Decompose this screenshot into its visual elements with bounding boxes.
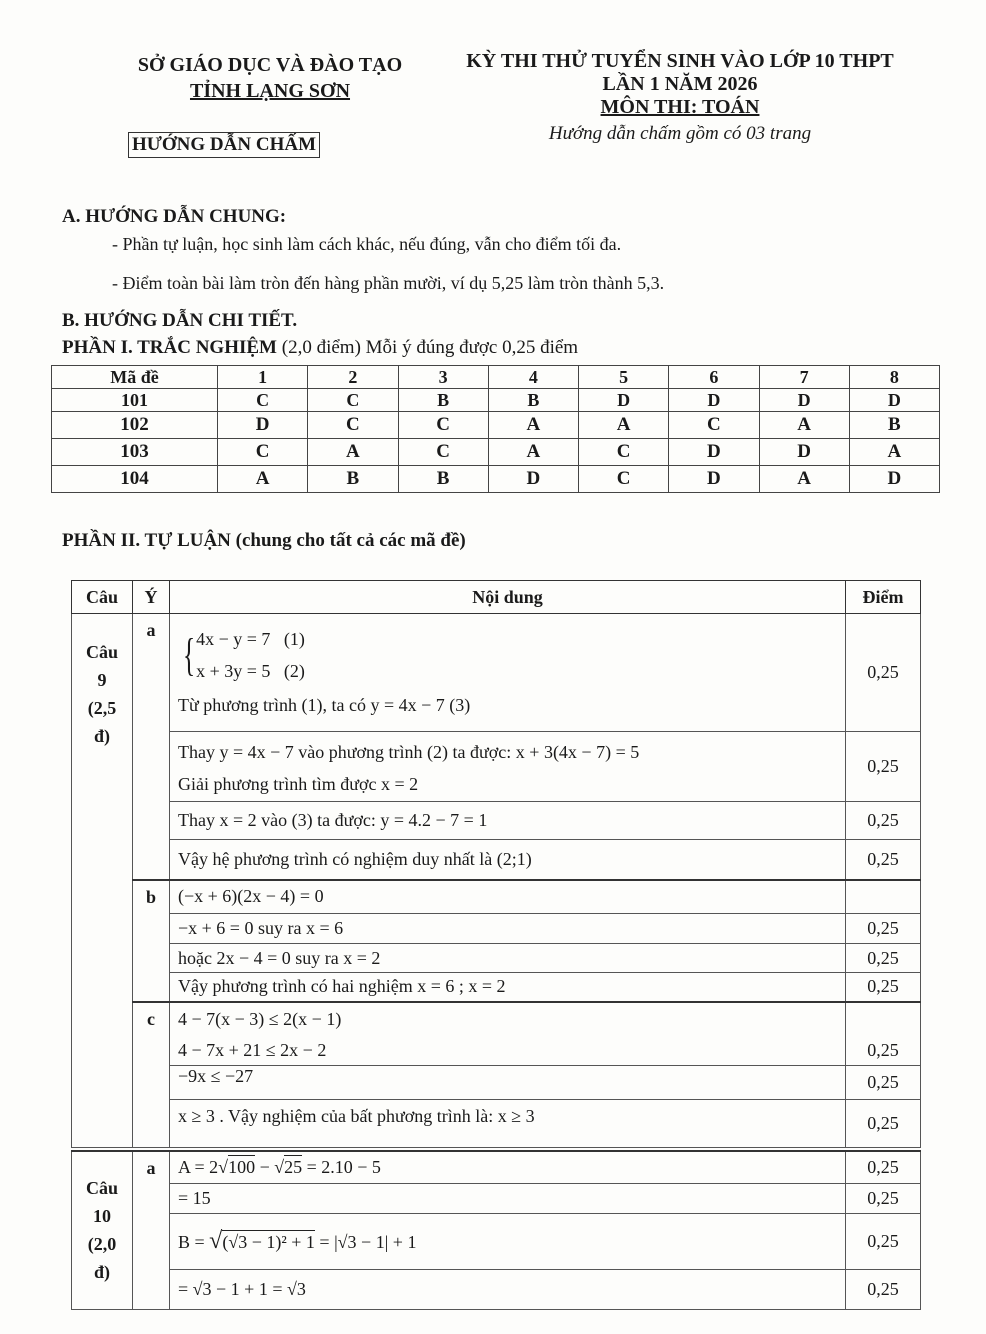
essay-row: [72, 944, 921, 973]
point-cell: 0,25: [846, 732, 921, 802]
mcq-answer-table: [51, 365, 940, 493]
point-cell: 0,25: [846, 802, 921, 840]
point-cell: 0,25: [846, 1213, 921, 1269]
content-line: = √3 − 1 + 1 = √3: [170, 1269, 846, 1309]
content-line: Giải phương trình tìm được x = 2: [178, 773, 419, 794]
section-a-item-1: - Phần tự luận, học sinh làm cách khác, nếu đúng, vẫn cho điểm tối đa.: [112, 234, 622, 254]
grading-guide-box: [128, 132, 320, 158]
subpart-c: c: [133, 1002, 170, 1148]
mcq-answer: A: [579, 412, 669, 439]
question-label-line: (2,5: [87, 698, 117, 718]
equation-tag: (1): [283, 629, 305, 649]
point-cell: 0,25: [846, 1183, 921, 1213]
question-label-line: Câu: [85, 1178, 118, 1199]
mcq-answer: D: [669, 466, 759, 493]
mcq-row: [52, 439, 940, 466]
essay-row: [72, 1151, 921, 1183]
part2-title: PHẦN II. TỰ LUẬN (chung cho tất cả các mã đề): [62, 530, 466, 551]
content-line: 4 − 7x + 21 ≤ 2x − 2: [178, 1039, 327, 1060]
content-line: 4 − 7(x − 3) ≤ 2(x − 1): [178, 1008, 342, 1029]
sqrt-icon: √: [209, 1227, 223, 1254]
content-line: −9x ≤ −27: [170, 1066, 846, 1100]
content-line: −x + 6 = 0 suy ra x = 6: [170, 914, 846, 944]
header-y: Ý: [133, 581, 170, 614]
mcq-answer: C: [398, 439, 488, 466]
point-cell: 0,25: [846, 1100, 921, 1148]
mcq-answer: B: [849, 412, 939, 439]
essay-row: [72, 840, 921, 880]
essay-row: [72, 1213, 921, 1269]
content-line: (−x + 6)(2x − 4) = 0: [170, 880, 846, 914]
point-cell: 0,25: [846, 1066, 921, 1100]
mcq-answer: D: [849, 466, 939, 493]
mcq-header-cell: 2: [308, 366, 398, 389]
point-cell: 0,25: [846, 944, 921, 973]
math-text: = 2.10 − 5: [302, 1156, 381, 1177]
department-name: SỞ GIÁO DỤC VÀ ĐÀO TẠO: [137, 54, 403, 76]
mcq-answer: A: [759, 466, 849, 493]
radicand: 100: [228, 1156, 256, 1177]
radicand: (√3 − 1)² + 1: [222, 1231, 315, 1252]
section-a-item-2: - Điểm toàn bài làm tròn đến hàng phần mười, ví dụ 5,25 làm tròn thành 5,3.: [112, 273, 665, 293]
mcq-answer: B: [308, 466, 398, 493]
mcq-header-cell: 1: [218, 366, 308, 389]
sqrt-icon: √: [274, 1156, 285, 1177]
essay-grading-table-q10: [71, 1150, 921, 1310]
point-cell-empty: [846, 880, 921, 914]
brace-icon: {: [182, 629, 196, 680]
mcq-answer: C: [669, 412, 759, 439]
point-cell: 0,25: [846, 1151, 921, 1183]
essay-grading-table: [71, 580, 921, 1148]
exam-round: LẦN 1 NĂM 2026: [602, 73, 758, 95]
content-line: Thay x = 2 vào (3) ta được: y = 4.2 − 7 = 1: [170, 802, 846, 840]
header-diem: Điểm: [846, 581, 921, 614]
exam-subject: MÔN THI: TOÁN: [600, 96, 760, 118]
question-9-label: [72, 614, 133, 1148]
mcq-answer: B: [398, 466, 488, 493]
mcq-row: [52, 466, 940, 493]
mcq-answer: C: [579, 466, 669, 493]
header-noi-dung: Nội dung: [170, 581, 846, 614]
essay-row: [72, 1183, 921, 1213]
mcq-answer: C: [398, 412, 488, 439]
mcq-answer: C: [579, 439, 669, 466]
mcq-answer: D: [669, 439, 759, 466]
math-text: = |√3 − 1| + 1: [314, 1231, 417, 1252]
mcq-header-cell: 5: [579, 366, 669, 389]
essay-row: [72, 802, 921, 840]
point-cell: 0,25: [846, 1269, 921, 1309]
content-line: = 15: [170, 1183, 846, 1213]
question-label-line: 9: [97, 670, 107, 690]
mcq-code: 104: [52, 466, 218, 493]
subpart-a: a: [133, 614, 170, 880]
page-count-note: Hướng dẫn chấm gồm có 03 trang: [548, 123, 812, 144]
question-label-line: đ): [93, 726, 110, 746]
mcq-header-cell: 6: [669, 366, 759, 389]
mcq-answer: C: [308, 389, 398, 412]
sqrt-icon: √: [218, 1156, 229, 1177]
equation-2: x + 3y = 5: [196, 661, 271, 681]
mcq-answer: A: [488, 439, 578, 466]
mcq-answer: D: [488, 466, 578, 493]
essay-row: [72, 973, 921, 1002]
mcq-answer: D: [579, 389, 669, 412]
section-a-title: A. HƯỚNG DẪN CHUNG:: [62, 206, 287, 227]
mcq-answer: D: [669, 389, 759, 412]
essay-row: [72, 1066, 921, 1100]
mcq-row: [52, 412, 940, 439]
math-text: −: [255, 1156, 275, 1177]
content-cell: [170, 732, 846, 802]
point-cell: 0,25: [846, 914, 921, 944]
mcq-header-cell: Mã đề: [52, 366, 218, 389]
essay-row: [72, 880, 921, 914]
question-label-line: Câu: [85, 642, 118, 662]
part1-heading: [62, 337, 578, 359]
mcq-answer: A: [308, 439, 398, 466]
mcq-answer: D: [759, 439, 849, 466]
header-left: [70, 52, 470, 104]
mcq-answer: B: [488, 389, 578, 412]
content-line: Vậy hệ phương trình có nghiệm duy nhất là (2;1): [170, 840, 846, 880]
header-cau: Câu: [72, 581, 133, 614]
section-b-title: B. HƯỚNG DẪN CHI TIẾT.: [62, 310, 298, 331]
content-cell: [170, 614, 846, 732]
essay-row: [72, 732, 921, 802]
mcq-answer: C: [218, 389, 308, 412]
content-line: Từ phương trình (1), ta có y = 4x − 7 (3): [178, 695, 471, 715]
mcq-answer: D: [218, 412, 308, 439]
subpart-a: a: [133, 1151, 170, 1309]
question-label-line: (2,0: [87, 1234, 117, 1255]
equation-1: 4x − y = 7: [196, 629, 271, 649]
header-right: [430, 50, 930, 145]
mcq-code: 102: [52, 412, 218, 439]
essay-row: [72, 914, 921, 944]
essay-row: [72, 1002, 921, 1066]
math-text: A = 2: [178, 1156, 219, 1177]
subpart-b: b: [133, 880, 170, 1002]
equation-tag: (2): [283, 661, 305, 681]
content-cell: [170, 1002, 846, 1066]
mcq-answer: A: [849, 439, 939, 466]
part1-note: (2,0 điểm) Mỗi ý đúng được 0,25 điểm: [281, 337, 579, 358]
mcq-header-cell: 4: [488, 366, 578, 389]
math-text: B =: [178, 1231, 210, 1252]
content-line: Vậy phương trình có hai nghiệm x = 6 ; x = 2: [170, 973, 846, 1002]
content-line: x ≥ 3 . Vậy nghiệm của bất phương trình là: x ≥ 3: [170, 1100, 846, 1148]
content-line: [170, 1151, 846, 1183]
exam-title: KỲ THI THỬ TUYỂN SINH VÀO LỚP 10 THPT: [466, 50, 894, 72]
mcq-row: [52, 389, 940, 412]
point-cell: 0,25: [846, 1002, 921, 1066]
essay-header-row: [72, 581, 921, 614]
radicand: 25: [284, 1156, 303, 1177]
mcq-answer: A: [759, 412, 849, 439]
mcq-header-cell: 8: [849, 366, 939, 389]
mcq-code: 103: [52, 439, 218, 466]
mcq-header-cell: 7: [759, 366, 849, 389]
content-line: [170, 1213, 846, 1269]
part1-title: PHẦN I. TRẮC NGHIỆM: [62, 337, 277, 358]
mcq-answer: B: [398, 389, 488, 412]
mcq-answer: C: [308, 412, 398, 439]
essay-row: [72, 1100, 921, 1148]
equation-system: [178, 623, 305, 687]
mcq-header-cell: 3: [398, 366, 488, 389]
mcq-answer: D: [849, 389, 939, 412]
essay-row: [72, 1269, 921, 1309]
question-10-label: [72, 1151, 133, 1309]
grading-guide-label: HƯỚNG DẪN CHẤM: [128, 132, 320, 158]
mcq-answer: C: [218, 439, 308, 466]
point-cell: 0,25: [846, 614, 921, 732]
content-line: hoặc 2x − 4 = 0 suy ra x = 2: [170, 944, 846, 973]
mcq-code: 101: [52, 389, 218, 412]
province-name: TỈNH LẠNG SƠN: [189, 80, 351, 102]
point-cell: 0,25: [846, 973, 921, 1002]
mcq-answer: D: [759, 389, 849, 412]
mcq-header-row: [52, 366, 940, 389]
question-label-line: đ): [93, 1262, 110, 1283]
question-label-line: 10: [93, 1206, 111, 1227]
point-cell: 0,25: [846, 840, 921, 880]
content-line: Thay y = 4x − 7 vào phương trình (2) ta được: x + 3(4x − 7) = 5: [178, 741, 640, 762]
mcq-answer: A: [488, 412, 578, 439]
mcq-answer: A: [218, 466, 308, 493]
essay-row: [72, 614, 921, 732]
